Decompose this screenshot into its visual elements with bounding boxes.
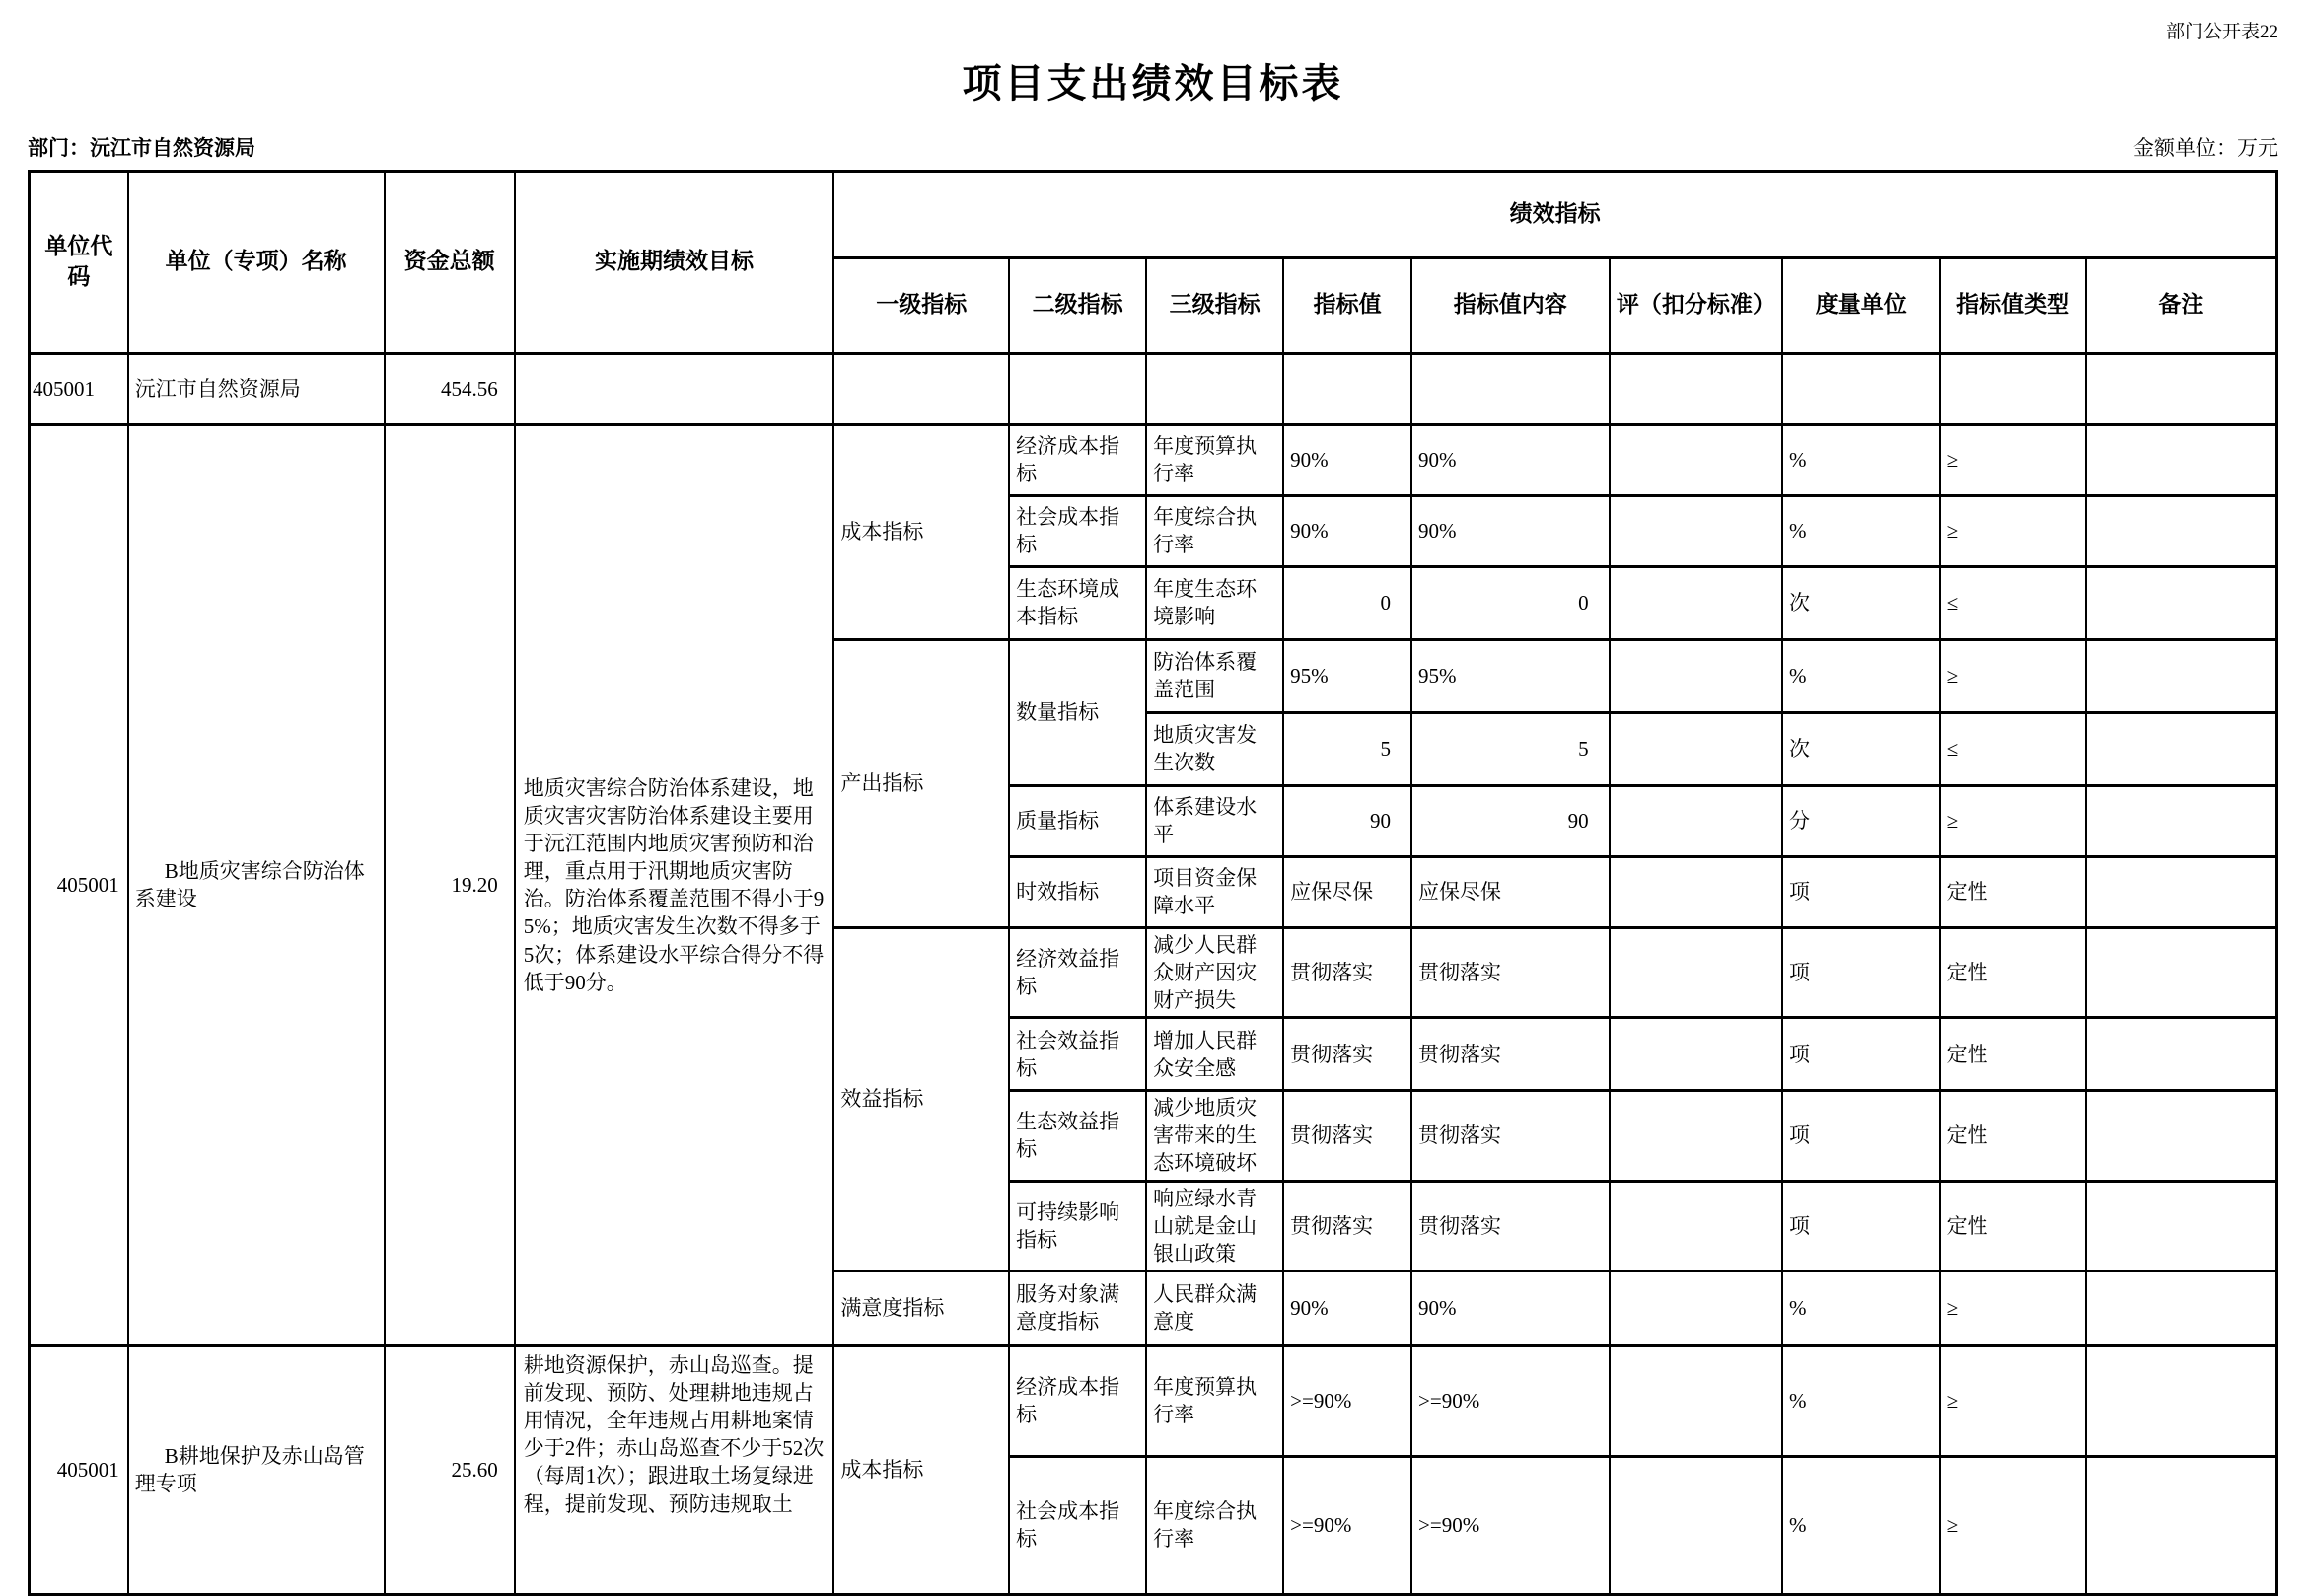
- cell-level3: [1146, 353, 1283, 424]
- cell-value-type: ≥: [1940, 1456, 2086, 1594]
- cell-level2: 时效指标: [1009, 856, 1146, 927]
- cell-value: >=90%: [1283, 1345, 1411, 1456]
- cell-value-content: 贯彻落实: [1411, 927, 1610, 1017]
- cell-value-content: 0: [1411, 566, 1610, 639]
- header-eval: 评（扣分标准）: [1610, 257, 1782, 353]
- sheet-label: 部门公开表22: [2165, 22, 2278, 42]
- cell-value-type: 定性: [1940, 856, 2086, 927]
- cell-level3: 年度预算执行率: [1146, 424, 1283, 495]
- cell-level2: 服务对象满意度指标: [1009, 1270, 1146, 1345]
- cell-value-content: >=90%: [1411, 1456, 1610, 1594]
- cell-note: [2086, 1456, 2277, 1594]
- cell-eval: [1610, 927, 1782, 1017]
- cell-level2: 生态效益指标: [1009, 1091, 1146, 1181]
- header-level2: 二级指标: [1009, 257, 1146, 353]
- cell-value-type: ≥: [1940, 1345, 2086, 1456]
- cell-note: [2086, 424, 2277, 495]
- cell-value-content: 贯彻落实: [1411, 1018, 1610, 1091]
- header-perf-group: 绩效指标: [833, 171, 2276, 257]
- department-label: 部门：沅江市自然资源局: [28, 135, 255, 160]
- cell-value-type: 定性: [1940, 1181, 2086, 1270]
- cell-value-type: ≤: [1940, 712, 2086, 785]
- cell-eval: [1610, 495, 1782, 566]
- cell-measure-unit: 项: [1782, 1181, 1940, 1270]
- cell-value-content: 应保尽保: [1411, 856, 1610, 927]
- header-note: 备注: [2086, 257, 2277, 353]
- cell-note: [2086, 566, 2277, 639]
- cell-value-type: ≥: [1940, 495, 2086, 566]
- cell-level3: 人民群众满意度: [1146, 1270, 1283, 1345]
- cell-measure-unit: 项: [1782, 856, 1940, 927]
- cell-measure-unit: %: [1782, 1270, 1940, 1345]
- cell-value-type: ≥: [1940, 1270, 2086, 1345]
- cell-value-type: 定性: [1940, 927, 2086, 1017]
- page-title: 项目支出绩效目标表: [962, 60, 1344, 106]
- cell-level2: 数量指标: [1009, 639, 1146, 785]
- cell-level3: 年度生态环境影响: [1146, 566, 1283, 639]
- meta-row: [28, 132, 2278, 162]
- cell-level1: [833, 353, 1009, 424]
- cell-value: 90%: [1283, 495, 1411, 566]
- cell-value-content: 90: [1411, 785, 1610, 856]
- cell-goal: 地质灾害综合防治体系建设，地质灾害灾害防治体系建设主要用于沅江范围内地质灾害预防和治理，重点用于汛期地质灾害防治。防治体系覆盖范围不得小于95%；地质灾害发生次数不得多于5次；体系建设水平综合得分不得低于90分。: [515, 424, 834, 1345]
- cell-value-type: [1940, 353, 2086, 424]
- cell-measure-unit: 项: [1782, 927, 1940, 1017]
- cell-value: 5: [1283, 712, 1411, 785]
- table-row: [30, 1345, 2277, 1456]
- cell-eval: [1610, 712, 1782, 785]
- cell-level1: 成本指标: [833, 1345, 1009, 1594]
- cell-level2: 质量指标: [1009, 785, 1146, 856]
- header-level3: 三级指标: [1146, 257, 1283, 353]
- cell-value-content: 贯彻落实: [1411, 1091, 1610, 1181]
- cell-level3: 减少人民群众财产因灾财产损失: [1146, 927, 1283, 1017]
- cell-unit-code: 405001: [30, 424, 128, 1345]
- cell-value: 应保尽保: [1283, 856, 1411, 927]
- cell-value: 95%: [1283, 639, 1411, 712]
- header-unit-code: 单位代码: [30, 171, 128, 353]
- cell-unit-code: 405001: [30, 353, 128, 424]
- cell-level3: 防治体系覆盖范围: [1146, 639, 1283, 712]
- cell-eval: [1610, 1270, 1782, 1345]
- header-unit-name: 单位（专项）名称: [128, 171, 385, 353]
- cell-value-type: 定性: [1940, 1091, 2086, 1181]
- cell-value-content: 95%: [1411, 639, 1610, 712]
- cell-value-content: >=90%: [1411, 1345, 1610, 1456]
- cell-eval: [1610, 1345, 1782, 1456]
- cell-level3: 地质灾害发生次数: [1146, 712, 1283, 785]
- cell-level2: 可持续影响指标: [1009, 1181, 1146, 1270]
- cell-level2: 社会成本指标: [1009, 495, 1146, 566]
- cell-level2: [1009, 353, 1146, 424]
- cell-level2: 经济效益指标: [1009, 927, 1146, 1017]
- cell-value-type: ≤: [1940, 566, 2086, 639]
- cell-eval: [1610, 353, 1782, 424]
- cell-unit-name: B地质灾害综合防治体系建设: [128, 424, 385, 1345]
- cell-measure-unit: 分: [1782, 785, 1940, 856]
- cell-note: [2086, 1018, 2277, 1091]
- perf-table: [28, 170, 2278, 1596]
- cell-measure-unit: 项: [1782, 1018, 1940, 1091]
- cell-note: [2086, 1270, 2277, 1345]
- cell-measure-unit: %: [1782, 424, 1940, 495]
- cell-level3: 体系建设水平: [1146, 785, 1283, 856]
- cell-level2: 经济成本指标: [1009, 1345, 1146, 1456]
- cell-eval: [1610, 1018, 1782, 1091]
- cell-amount: 25.60: [385, 1345, 515, 1594]
- cell-amount: 454.56: [385, 353, 515, 424]
- cell-value: 0: [1283, 566, 1411, 639]
- amount-unit-label: 金额单位：万元: [2133, 135, 2278, 160]
- cell-note: [2086, 785, 2277, 856]
- cell-value-type: 定性: [1940, 1018, 2086, 1091]
- header-period-goal: 实施期绩效目标: [515, 171, 834, 353]
- cell-level1: 满意度指标: [833, 1270, 1009, 1345]
- header-measure-unit: 度量单位: [1782, 257, 1940, 353]
- cell-value-content: [1411, 353, 1610, 424]
- header-value-type: 指标值类型: [1940, 257, 2086, 353]
- cell-value: 贯彻落实: [1283, 1018, 1411, 1091]
- cell-value-content: 5: [1411, 712, 1610, 785]
- cell-value: 贯彻落实: [1283, 1181, 1411, 1270]
- cell-level2: 社会效益指标: [1009, 1018, 1146, 1091]
- cell-eval: [1610, 1456, 1782, 1594]
- cell-note: [2086, 495, 2277, 566]
- cell-value: >=90%: [1283, 1456, 1411, 1594]
- cell-measure-unit: 项: [1782, 1091, 1940, 1181]
- table-row: [30, 353, 2277, 424]
- cell-value: [1283, 353, 1411, 424]
- cell-note: [2086, 927, 2277, 1017]
- cell-value-content: 90%: [1411, 1270, 1610, 1345]
- cell-level3: 增加人民群众安全感: [1146, 1018, 1283, 1091]
- cell-level3: 减少地质灾害带来的生态环境破坏: [1146, 1091, 1283, 1181]
- header-value: 指标值: [1283, 257, 1411, 353]
- cell-value-content: 贯彻落实: [1411, 1181, 1610, 1270]
- cell-measure-unit: 次: [1782, 712, 1940, 785]
- cell-value-type: ≥: [1940, 639, 2086, 712]
- cell-measure-unit: %: [1782, 495, 1940, 566]
- cell-value: 90%: [1283, 424, 1411, 495]
- cell-measure-unit: %: [1782, 1456, 1940, 1594]
- cell-unit-code: 405001: [30, 1345, 128, 1594]
- cell-value: 贯彻落实: [1283, 927, 1411, 1017]
- cell-goal: 耕地资源保护，赤山岛巡查。提前发现、预防、处理耕地违规占用情况，全年违规占用耕地案情少于2件；赤山岛巡查不少于52次（每周1次）；跟进取土场复绿进程，提前发现、预防违规取土: [515, 1345, 834, 1594]
- cell-note: [2086, 353, 2277, 424]
- cell-level2: 生态环境成本指标: [1009, 566, 1146, 639]
- cell-level1: 成本指标: [833, 424, 1009, 639]
- cell-eval: [1610, 1091, 1782, 1181]
- cell-measure-unit: [1782, 353, 1940, 424]
- cell-level3: 年度预算执行率: [1146, 1345, 1283, 1456]
- cell-eval: [1610, 785, 1782, 856]
- header-total-amount: 资金总额: [385, 171, 515, 353]
- cell-eval: [1610, 566, 1782, 639]
- cell-value-content: 90%: [1411, 495, 1610, 566]
- cell-value: 90: [1283, 785, 1411, 856]
- cell-unit-name: 沅江市自然资源局: [128, 353, 385, 424]
- cell-eval: [1610, 639, 1782, 712]
- cell-level2: 社会成本指标: [1009, 1456, 1146, 1594]
- cell-value-type: ≥: [1940, 785, 2086, 856]
- cell-value: 贯彻落实: [1283, 1091, 1411, 1181]
- cell-note: [2086, 1345, 2277, 1456]
- cell-unit-name: B耕地保护及赤山岛管理专项: [128, 1345, 385, 1594]
- cell-note: [2086, 1091, 2277, 1181]
- cell-measure-unit: %: [1782, 1345, 1940, 1456]
- cell-note: [2086, 1181, 2277, 1270]
- table-row: [30, 424, 2277, 495]
- cell-note: [2086, 856, 2277, 927]
- cell-value-type: ≥: [1940, 424, 2086, 495]
- cell-measure-unit: %: [1782, 639, 1940, 712]
- cell-amount: 19.20: [385, 424, 515, 1345]
- cell-level2: 经济成本指标: [1009, 424, 1146, 495]
- cell-note: [2086, 712, 2277, 785]
- cell-level3: 年度综合执行率: [1146, 495, 1283, 566]
- cell-note: [2086, 639, 2277, 712]
- cell-level3: 项目资金保障水平: [1146, 856, 1283, 927]
- header-level1: 一级指标: [833, 257, 1009, 353]
- cell-level1: 产出指标: [833, 639, 1009, 927]
- cell-eval: [1610, 1181, 1782, 1270]
- cell-value-content: 90%: [1411, 424, 1610, 495]
- cell-level3: 响应绿水青山就是金山银山政策: [1146, 1181, 1283, 1270]
- header-value-content: 指标值内容: [1411, 257, 1610, 353]
- cell-goal: [515, 353, 834, 424]
- cell-eval: [1610, 424, 1782, 495]
- cell-level1: 效益指标: [833, 927, 1009, 1270]
- header-row-1: [30, 171, 2277, 257]
- cell-value: 90%: [1283, 1270, 1411, 1345]
- cell-level3: 年度综合执行率: [1146, 1456, 1283, 1594]
- cell-eval: [1610, 856, 1782, 927]
- cell-measure-unit: 次: [1782, 566, 1940, 639]
